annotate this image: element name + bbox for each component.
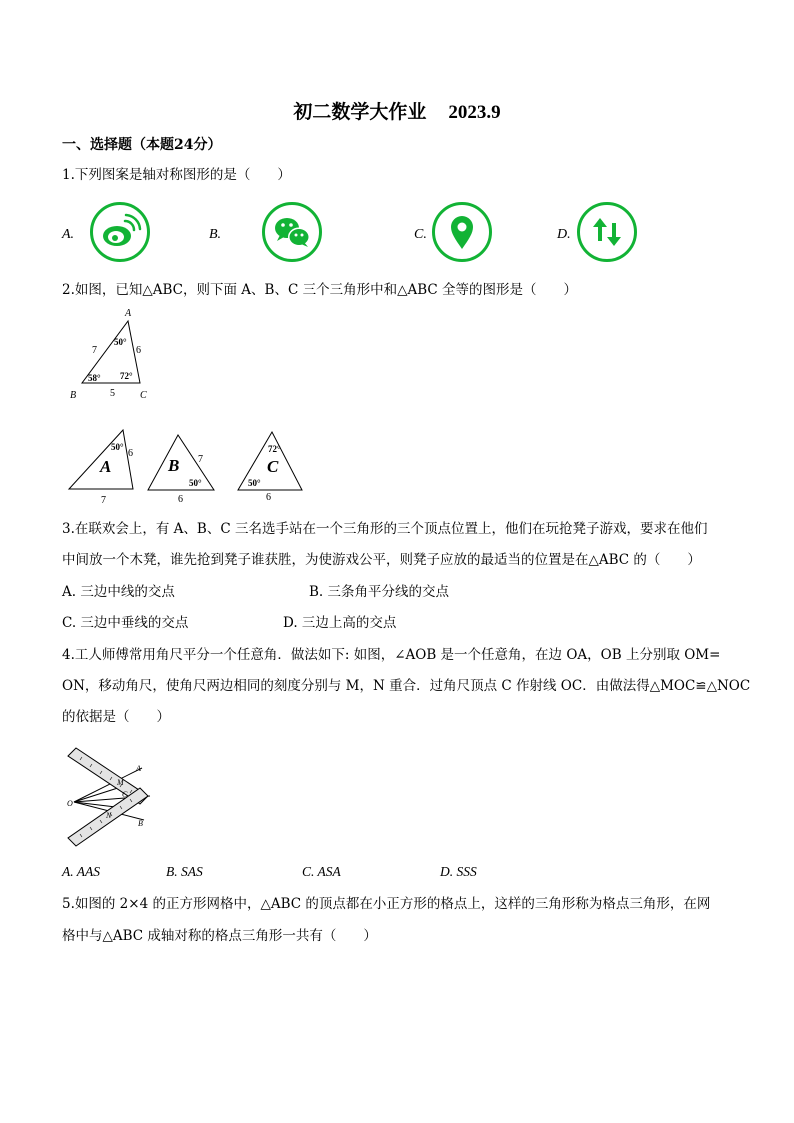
choice-b-label: B: [168, 456, 180, 475]
q2-choice-a-triangle: [66, 425, 146, 507]
section-heading: 一、选择题（本题24分）: [62, 137, 222, 153]
q3-option-d: D. 三边上高的交点: [283, 615, 397, 631]
q5-stem-line2: 格中与△ABC 成轴对称的格点三角形一共有（ ）: [62, 928, 377, 944]
label-o: O: [67, 799, 73, 808]
choice-c-label: C: [267, 457, 279, 476]
choice-a-angle-label: 50°: [111, 442, 124, 452]
label-m: M: [117, 778, 124, 787]
up-down-arrows-icon: [576, 201, 638, 263]
label-c: C: [122, 790, 128, 799]
choice-b-angle-label: 50°: [189, 478, 202, 488]
q4-option-d: D. SSS: [440, 864, 477, 879]
page-title: [0, 97, 794, 124]
q3-stem-line2: 中间放一个木凳，谁先抢到凳子谁获胜，为使游戏公平，则凳子应放的最适当的位置是在△ABC 的（ ）: [62, 552, 701, 568]
location-pin-icon: [431, 201, 493, 263]
q3-option-c: C. 三边中垂线的交点: [62, 615, 189, 631]
angle-a-label: 50°: [114, 337, 127, 347]
q4-option-a: A. AAS: [62, 864, 100, 879]
q4-stem-line1: 4.工人师傅常用角尺平分一个任意角．做法如下: 如图，∠AOB 是一个任意角，在边 OA，OB 上分别取 OM=: [62, 647, 721, 663]
choice-b-side-right: 7: [198, 454, 203, 465]
vertex-c-label: C: [140, 390, 147, 401]
q5-stem-line1: 5.如图的 2×4 的正方形网格中，△ABC 的顶点都在小正方形的格点上，这样的三角形称为格点三角形，在网: [62, 896, 711, 912]
q4-option-c: C. ASA: [302, 864, 341, 879]
q2-choice-b-triangle: [146, 432, 222, 508]
title-text: 初二数学大作业: [293, 101, 427, 123]
q2-stem: 2.如图，已知△ABC，则下面 A、B、C 三个三角形中和△ABC 全等的图形是（ ）: [62, 282, 578, 298]
q1-option-c-label: C.: [414, 227, 427, 242]
q4-option-b: B. SAS: [166, 864, 203, 879]
q3-option-a: A. 三边中线的交点: [62, 584, 175, 600]
q2-choice-c-triangle: [234, 430, 310, 506]
q4-stem-line2: ON，移动角尺，使角尺两边相同的刻度分别与 M，N 重合．过角尺顶点 C 作射线 OC．由做法得△MOC≌△NOC: [62, 678, 751, 694]
choice-c-angle-left: 50°: [248, 478, 261, 488]
choice-c-side-bottom: 6: [266, 492, 271, 503]
choice-a-label: A: [100, 457, 112, 476]
choice-a-side-bottom: 7: [101, 495, 106, 506]
label-a: A: [136, 764, 141, 773]
q4-stem-line3: 的依据是（ ）: [62, 709, 170, 725]
side-ac-label: 6: [136, 345, 141, 356]
choice-a-side-right: 6: [128, 448, 133, 459]
q1-option-a-label: A.: [62, 227, 75, 242]
angle-b-label: 58°: [88, 373, 101, 383]
wechat-icon: [261, 201, 323, 263]
choice-b-side-bottom: 6: [178, 494, 183, 505]
q3-stem-line1: 3.在联欢会上，有 A、B、C 三名选手站在一个三角形的三个顶点位置上，他们在玩抢凳子游戏，要求在他们: [62, 521, 708, 537]
side-bc-label: 5: [110, 388, 115, 399]
q1-option-b-label: B.: [209, 227, 222, 242]
label-b: B: [138, 819, 143, 828]
weibo-icon: [89, 201, 151, 263]
q3-option-b: B. 三条角平分线的交点: [309, 584, 450, 600]
q1-stem: 1.下列图案是轴对称图形的是（ ）: [62, 167, 291, 183]
side-ab-label: 7: [92, 345, 97, 356]
choice-c-angle-top: 72°: [268, 444, 281, 454]
vertex-b-label: B: [70, 390, 77, 401]
vertex-a-label: A: [125, 308, 132, 319]
q1-option-d-label: D.: [557, 227, 571, 242]
label-n: N: [106, 811, 112, 820]
angle-c-label: 72°: [120, 371, 133, 381]
title-year: 2023.9: [448, 102, 501, 123]
q4-angle-ruler-figure: [64, 742, 164, 852]
q2-triangle-abc: [66, 306, 156, 406]
